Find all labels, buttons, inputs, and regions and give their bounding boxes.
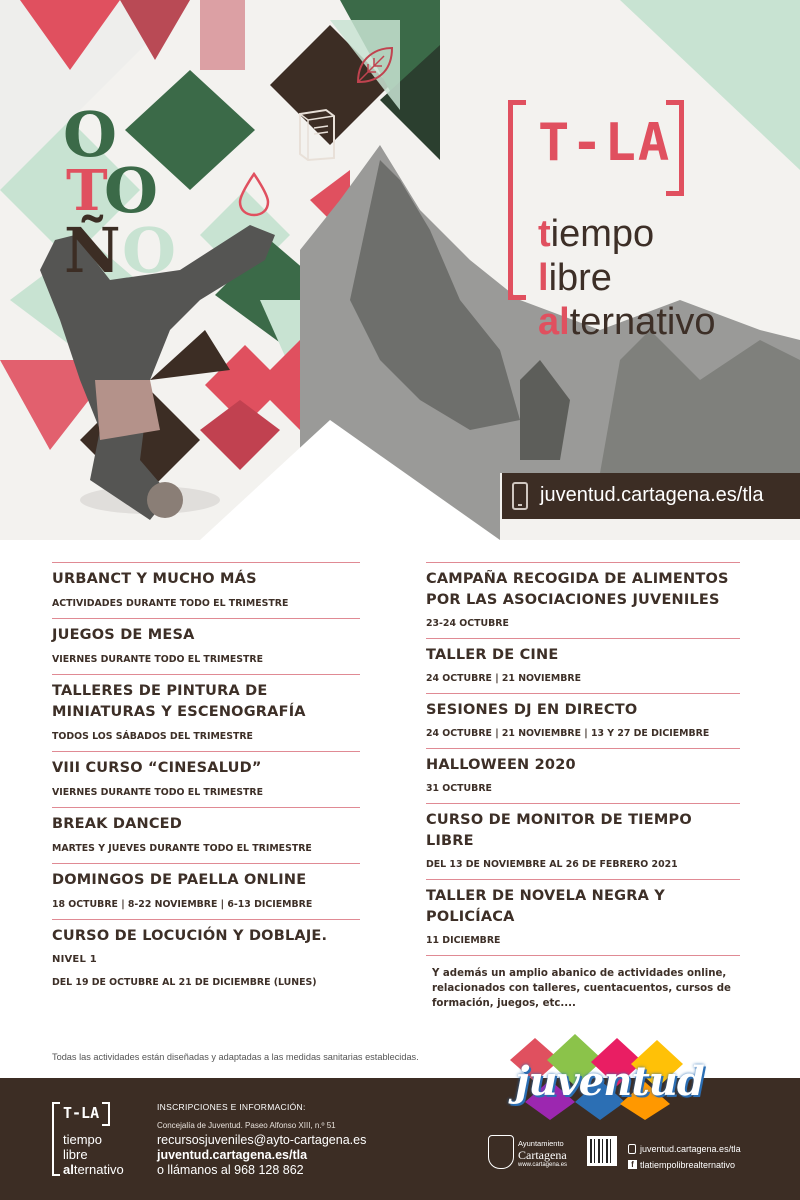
- activity-title: CURSO DE LOCUCIÓN Y DOBLAJE. NIVEL 1: [52, 928, 328, 965]
- contact-heading: INSCRIPCIONES E INFORMACIÓN:: [157, 1102, 306, 1112]
- juventud-logo: [505, 1030, 705, 1120]
- activity-title: TALLERES DE PINTURA DE MINIATURAS Y ESCENOGRAFÍA: [52, 683, 306, 720]
- season-letter: O: [122, 214, 177, 287]
- footer-bracket-left: [52, 1102, 60, 1176]
- activity-dates: MARTES Y JUEVES DURANTE TODO EL TRIMESTRE: [52, 843, 312, 854]
- footer-tla-logo: [52, 1102, 152, 1182]
- contact-email[interactable]: recursosjuveniles@ayto-cartagena.es: [157, 1133, 367, 1147]
- activity-dates: 11 DICIEMBRE: [426, 935, 501, 946]
- activity-title: BREAK DANCED: [52, 816, 183, 832]
- activity-item: [426, 639, 740, 693]
- activity-item: [52, 752, 360, 807]
- divider: [426, 955, 740, 956]
- activity-dates: 24 OCTUBRE | 21 NOVIEMBRE | 13 Y 27 DE DICIEMBRE: [426, 728, 710, 739]
- season-letter: O: [104, 154, 159, 227]
- activity-item: [52, 619, 360, 674]
- contact-info: [157, 1102, 366, 1177]
- qr-code-icon[interactable]: [587, 1136, 617, 1166]
- activity-dates: VIERNES DURANTE TODO EL TRIMESTRE: [52, 654, 264, 665]
- juventud-logo-text: juventud: [515, 1058, 704, 1105]
- hero-banner: [0, 0, 800, 540]
- program-column-right: [426, 562, 740, 956]
- activity-dates: VIERNES DURANTE TODO EL TRIMESTRE: [52, 787, 264, 798]
- activity-item: [52, 563, 360, 618]
- activity-title: TALLER DE NOVELA NEGRA Y POLICÍACA: [426, 888, 665, 925]
- phone-icon: [628, 1144, 636, 1154]
- activity-dates: ACTIVIDADES DURANTE TODO EL TRIMESTRE: [52, 598, 289, 609]
- contact-phone: o llámanos al 968 128 862: [157, 1163, 304, 1177]
- activity-item: [426, 804, 740, 879]
- activity-item: [52, 675, 360, 751]
- coat-of-arms-icon: [488, 1135, 514, 1169]
- activity-dates: 23-24 OCTUBRE: [426, 618, 509, 629]
- contact-website[interactable]: juventud.cartagena.es/tla: [157, 1148, 308, 1162]
- social-links: [628, 1141, 741, 1173]
- activity-item: [426, 749, 740, 803]
- activity-title: CAMPAÑA RECOGIDA DE ALIMENTOS POR LAS ASOCIACIONES JUVENILES: [426, 571, 729, 608]
- activity-dates: DEL 19 DE OCTUBRE AL 21 DE DICIEMBRE (LUNES): [52, 977, 317, 988]
- activity-item: [52, 808, 360, 863]
- footer-tla-word: libre: [63, 1147, 88, 1162]
- extra-activities-note: Y además un amplio abanico de actividades online, relacionados con talleres, cuentacuentos, cursos de formación, juegos, etc....: [432, 968, 731, 1009]
- website-link[interactable]: juventud.cartagena.es/tla: [540, 484, 764, 506]
- activity-item: [52, 920, 360, 997]
- activity-title: URBANCT Y MUCHO MÁS: [52, 571, 257, 587]
- activity-title: JUEGOS DE MESA: [52, 627, 195, 643]
- tla-title: T-LA: [538, 113, 672, 173]
- website-bar[interactable]: [502, 473, 800, 519]
- activity-dates: 24 OCTUBRE | 21 NOVIEMBRE: [426, 673, 582, 684]
- activity-title: TALLER DE CINE: [426, 647, 559, 663]
- sanitary-notice: Todas las actividades están diseñadas y adaptadas a las medidas sanitarias establecidas.: [52, 1052, 419, 1062]
- activity-item: [52, 864, 360, 919]
- activity-item: [426, 563, 740, 638]
- phone-icon: [512, 482, 528, 510]
- activity-title: CURSO DE MONITOR DE TIEMPO LIBRE: [426, 812, 692, 849]
- season-letter: Ñ: [64, 214, 121, 287]
- season-title: [0, 0, 800, 540]
- social-web[interactable]: juventud.cartagena.es/tla: [628, 1141, 741, 1157]
- footer-tla-word: tiempo: [63, 1132, 103, 1147]
- activity-title: VIII CURSO “CINESALUD”: [52, 760, 262, 776]
- tla-word-tiempo: tiempo: [538, 213, 655, 255]
- activity-dates: 18 OCTUBRE | 8-22 NOVIEMBRE | 6-13 DICIEMBRE: [52, 899, 313, 910]
- tla-bracket-left: [508, 100, 526, 300]
- activity-title: HALLOWEEN 2020: [426, 757, 576, 773]
- footer-bracket-right: [102, 1102, 110, 1126]
- activity-item: [426, 694, 740, 748]
- activity-title: SESIONES DJ EN DIRECTO: [426, 702, 638, 718]
- social-facebook[interactable]: f tlatiempolibrealternativo: [628, 1157, 741, 1173]
- activity-dates: DEL 13 DE NOVIEMBRE AL 26 DE FEBRERO 2021: [426, 859, 678, 870]
- footer-tla-title: T-LA: [63, 1104, 100, 1122]
- season-letter: O: [63, 98, 118, 171]
- ayuntamiento-logo: Ayuntamiento Cartagena www.cartagena.es: [488, 1135, 583, 1175]
- program-column-left: [52, 562, 360, 997]
- tla-word-libre: libre: [538, 257, 612, 299]
- tla-word-alternativo: alternativo: [538, 301, 716, 343]
- activity-title: DOMINGOS DE PAELLA ONLINE: [52, 872, 307, 888]
- activity-dates: 31 OCTUBRE: [426, 783, 492, 794]
- contact-address: Concejalía de Juventud. Paseo Alfonso XIII, n.º 51: [157, 1121, 336, 1130]
- activity-item: [426, 880, 740, 955]
- facebook-icon: f: [628, 1160, 637, 1169]
- season-letter: T: [66, 158, 108, 224]
- activity-dates: TODOS LOS SÁBADOS DEL TRIMESTRE: [52, 731, 253, 742]
- footer-tla-word: alternativo: [63, 1162, 124, 1177]
